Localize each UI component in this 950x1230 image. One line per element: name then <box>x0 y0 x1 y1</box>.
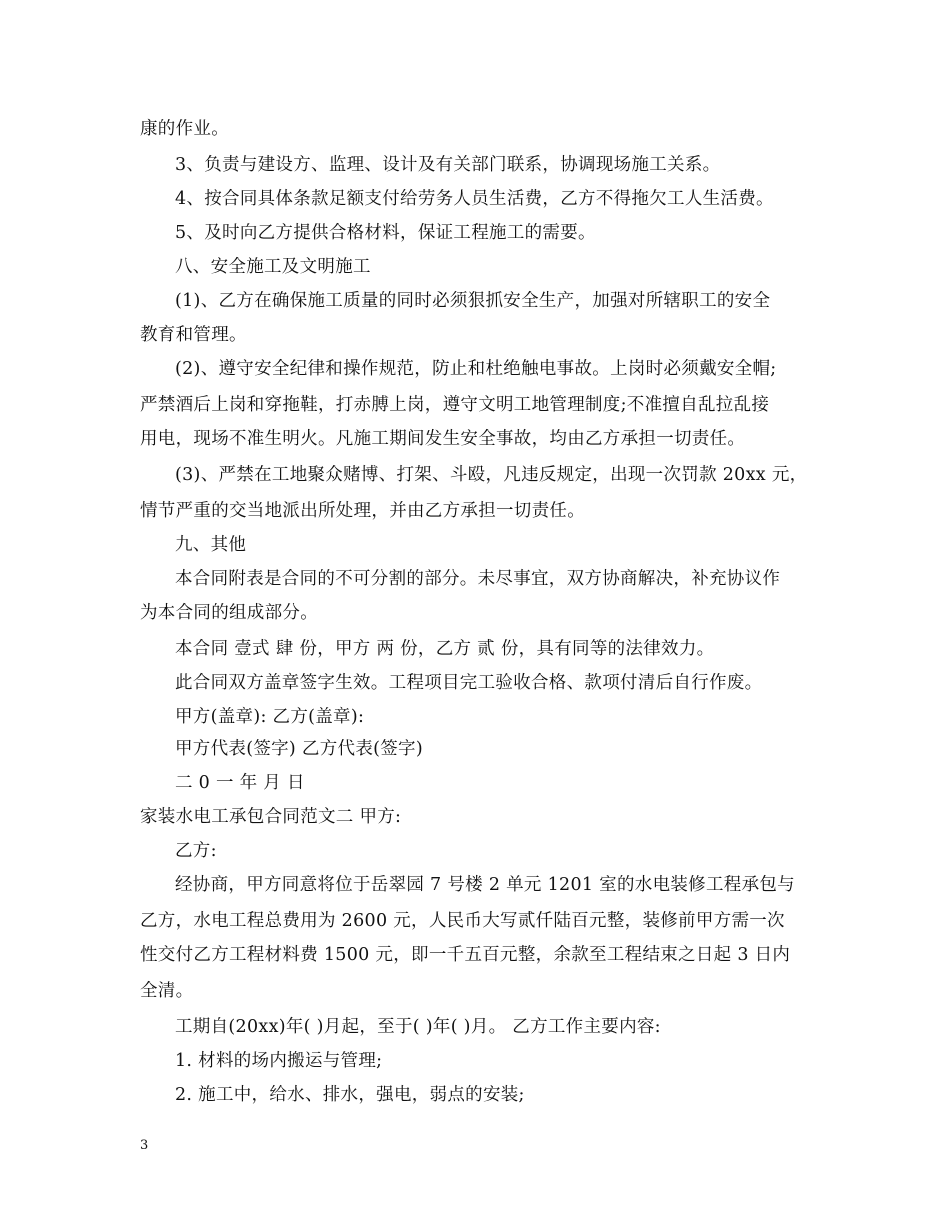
list-item: 2. 施工中，给水、排水，强电，弱点的安装; <box>175 1085 525 1105</box>
text-line: 此合同双方盖章签字生效。工程项目完工验收合格、款项付清后自行作废。 <box>175 673 763 693</box>
text-line: 3、负责与建设方、监理、设计及有关部门联系，协调现场施工关系。 <box>175 155 721 175</box>
text-line: (3)、严禁在工地聚众赌博、打架、斗殴，凡违反规定，出现一次罚款 20xx 元， <box>175 465 808 485</box>
text-line: 经协商，甲方同意将位于岳翠园 7 号楼 2 单元 1201 室的水电装修工程承包与 <box>175 875 795 895</box>
text-line: 全清。 <box>140 981 194 1001</box>
page-number: 3 <box>140 1138 149 1153</box>
text-line: 本合同 壹式 肆 份，甲方 两 份，乙方 贰 份，具有同等的法律效力。 <box>175 639 715 659</box>
text-line: (2)、遵守安全纪律和操作规范，防止和杜绝触电事故。上岗时必须戴安全帽; <box>175 359 777 379</box>
text-line: 性交付乙方工程材料费 1500 元，即一千五百元整，余款至工程结束之日起 3 日内 <box>140 945 791 965</box>
text-line: 乙方，水电工程总费用为 2600 元，人民币大写贰仟陆百元整，装修前甲方需一次 <box>140 911 785 931</box>
text-line: 4、按合同具体条款足额支付给劳务人员生活费，乙方不得拖欠工人生活费。 <box>175 189 774 209</box>
party-line: 乙方: <box>175 841 217 861</box>
text-line: 工期自(20xx)年( )月起，至于( )年( )月。 乙方工作主要内容: <box>175 1017 661 1037</box>
signature-line: 甲方(盖章): 乙方(盖章): <box>175 707 365 727</box>
list-item: 1. 材料的场内搬运与管理; <box>175 1051 383 1071</box>
date-line: 二 0 一 年 月 日 <box>175 773 305 793</box>
section-heading: 九、其他 <box>175 535 247 555</box>
text-line: 为本合同的组成部分。 <box>140 603 318 623</box>
contract-title-line: 家装水电工承包合同范文二 甲方: <box>140 807 402 827</box>
text-line: (1)、乙方在确保施工质量的同时必须狠抓安全生产，加强对所辖职工的安全 <box>175 291 771 311</box>
text-line: 严禁酒后上岗和穿拖鞋，打赤膊上岗，遵守文明工地管理制度;不准擅自乱拉乱接 <box>140 395 770 415</box>
text-line: 用电，现场不准生明火。凡施工期间发生安全事故，均由乙方承担一切责任。 <box>140 429 746 449</box>
text-line: 情节严重的交当地派出所处理，并由乙方承担一切责任。 <box>140 501 585 521</box>
text-line: 本合同附表是合同的不可分割的部分。未尽事宜，双方协商解决，补充协议作 <box>175 569 781 589</box>
text-line: 康的作业。 <box>140 119 229 139</box>
text-line: 教育和管理。 <box>140 325 247 345</box>
text-line: 5、及时向乙方提供合格材料，保证工程施工的需要。 <box>175 223 596 243</box>
section-heading: 八、安全施工及文明施工 <box>175 257 371 277</box>
signature-line: 甲方代表(签字) 乙方代表(签字) <box>175 739 423 759</box>
